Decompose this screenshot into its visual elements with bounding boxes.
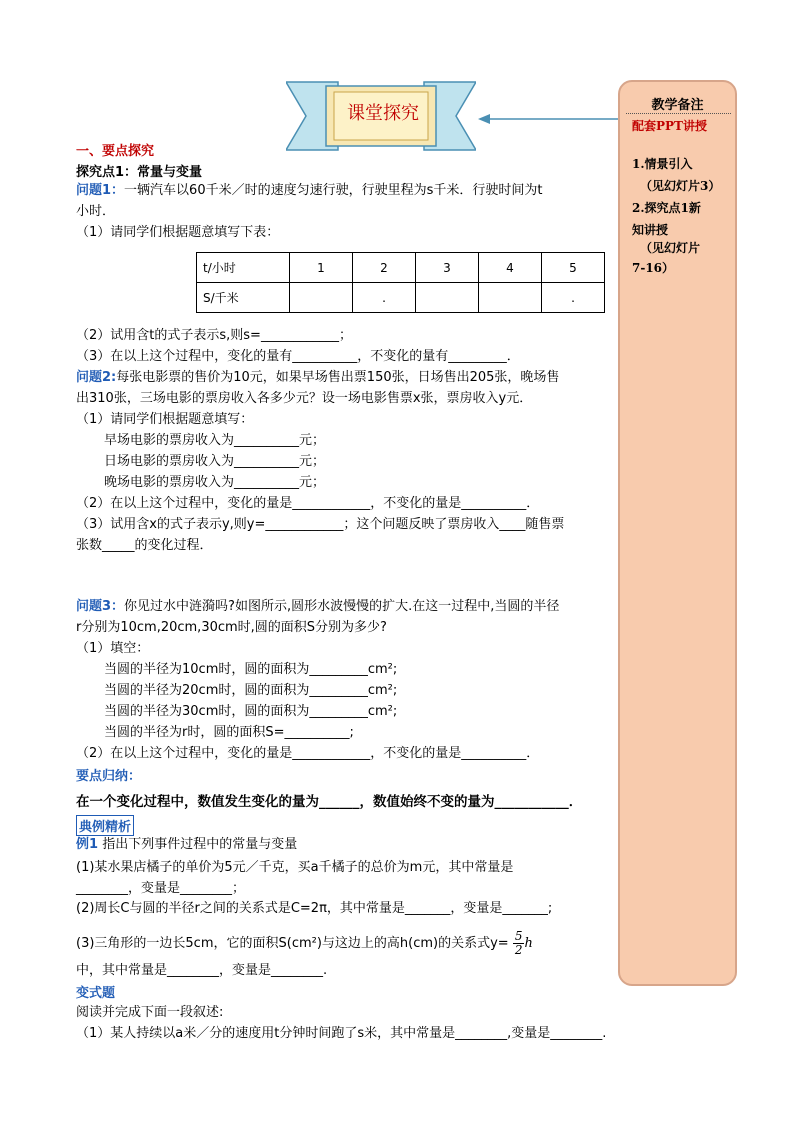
table-cell (290, 283, 353, 313)
example-1-c-cont: 中，其中常量是________，变量是________. (76, 963, 328, 978)
sidebar-item: （见幻灯片3） (640, 179, 721, 193)
question-2-line-day: 日场电影的票房收入为__________元； (104, 454, 326, 469)
question-1-part-2: （2）试用含t的式子表示s,则s=____________； (76, 328, 352, 343)
table-row (197, 283, 605, 313)
question-3-line-1: 问题3：你见过水中涟漪吗?如图所示,圆形水波慢慢的扩大.在这一过程中,当圆的半径 (76, 599, 560, 614)
sidebar-divider (626, 113, 731, 114)
example-1-a-cont: ________，变量是________； (76, 881, 246, 896)
question-2-part-1: （1）请同学们根据题意填写： (76, 412, 254, 427)
question-3-part-1: （1）填空： (76, 641, 150, 656)
example-1-heading: 例1 指出下列事件过程中的常量与变量 (76, 837, 298, 852)
example-1-a: (1)某水果店橘子的单价为5元／千克，买a千橘子的总价为m元，其中常量是 (76, 860, 514, 875)
question-1-part-1: （1）请同学们根据题意填写下表： (76, 225, 280, 240)
table-cell: . (542, 283, 605, 313)
variant-part-1: （1）某人持续以a米／分的速度用t分钟时间跑了s米，其中常量是________,变量是________. (76, 1026, 607, 1041)
question-1-line-1: 问题1：一辆汽车以60千米／时的速度匀速行驶，行驶里程为s千米．行驶时间为t (76, 183, 543, 198)
example-1-label: 例1 (76, 837, 99, 852)
time-distance-table (196, 252, 605, 313)
example-1-b: (2)周长C与圆的半径r之间的关系式是C=2π，其中常量是_______，变量是_______; (76, 901, 553, 916)
table-cell: 1 (290, 253, 353, 283)
table-cell: . (353, 283, 416, 313)
summary-label: 要点归纳： (76, 769, 142, 784)
fraction: $\frac{5}{2}$ (514, 929, 523, 957)
table-cell: 4 (479, 253, 542, 283)
sidebar-item: 知讲授 (632, 223, 669, 237)
table-cell: 2 (353, 253, 416, 283)
table-row (197, 253, 605, 283)
teaching-notes-sidebar (618, 80, 737, 986)
question-3-line-r: 当圆的半径为r时，圆的面积S=__________; (104, 725, 354, 740)
table-cell: 3 (416, 253, 479, 283)
question-2-line-2: 出310张，三场电影的票房收入各多少元？设一场电影售票x张，票房收入y元． (76, 391, 533, 406)
sidebar-item: 1.情景引入 (632, 157, 693, 171)
example-1-c: (3)三角形的一边长5cm，它的面积S(cm²)与这边上的高h(cm)的关系式y= $\frac{5}{2}$ h (76, 929, 533, 957)
table-cell (416, 283, 479, 313)
sidebar-item: 7-16） (632, 261, 675, 275)
sidebar-item: （见幻灯片 (640, 241, 701, 255)
question-1-line-2: 小时． (76, 204, 116, 219)
table-cell: 5 (542, 253, 605, 283)
banner-title: 课堂探究 (347, 103, 419, 124)
point-heading: 探究点1：常量与变量 (76, 165, 203, 180)
question-3-line-20cm: 当圆的半径为20cm时，圆的面积为_________cm²; (104, 683, 398, 698)
table-header-cell: t/小时 (197, 253, 290, 283)
question-3-line-10cm: 当圆的半径为10cm时，圆的面积为_________cm²; (104, 662, 398, 677)
variant-text: 阅读并完成下面一段叙述: (76, 1005, 224, 1020)
question-2-part-3-cont: 张数_____的变化过程． (76, 538, 213, 553)
table-cell (479, 283, 542, 313)
question-3-label: 问题3： (76, 599, 125, 614)
question-1-label: 问题1： (76, 183, 125, 198)
summary-text: 在一个变化过程中，数值发生变化的量为______，数值始终不变的量为___________． (76, 794, 583, 810)
question-2-label: 问题2: (76, 370, 117, 385)
question-3-line-30cm: 当圆的半径为30cm时，圆的面积为_________cm²; (104, 704, 398, 719)
sidebar-subtitle: 配套PPT讲授 (632, 119, 707, 133)
question-3-line-2: r分别为10cm,20cm,30cm时,圆的面积S分别为多少? (76, 620, 387, 635)
question-2-part-3: （3）试用含x的式子表示y,则y=____________；这个问题反映了票房收入____随售票 (76, 517, 565, 532)
sidebar-title: 教学备注 (651, 98, 704, 113)
variant-label: 变式题 (76, 986, 116, 1001)
question-2-part-2: （2）在以上这个过程中，变化的量是____________，不变化的量是__________． (76, 496, 540, 511)
question-2-line-evening: 晚场电影的票房收入为__________元； (104, 475, 326, 490)
arrow-icon (478, 112, 620, 126)
question-2-line-1: 问题2:每张电影票的售价为10元，如果早场售出票150张，日场售出205张，晚场售 (76, 370, 560, 385)
examples-label: 典例精析 (76, 815, 134, 836)
question-3-part-2: （2）在以上这个过程中，变化的量是____________，不变化的量是__________． (76, 746, 540, 761)
question-2-line-morning: 早场电影的票房收入为__________元； (104, 433, 326, 448)
sidebar-item: 2.探究点1新 (632, 201, 701, 215)
section-heading: 一、要点探究 (76, 144, 155, 159)
question-1-part-3: （3）在以上这个过程中，变化的量有__________，不变化的量有_________． (76, 349, 520, 364)
table-header-cell: S/千米 (197, 283, 290, 313)
